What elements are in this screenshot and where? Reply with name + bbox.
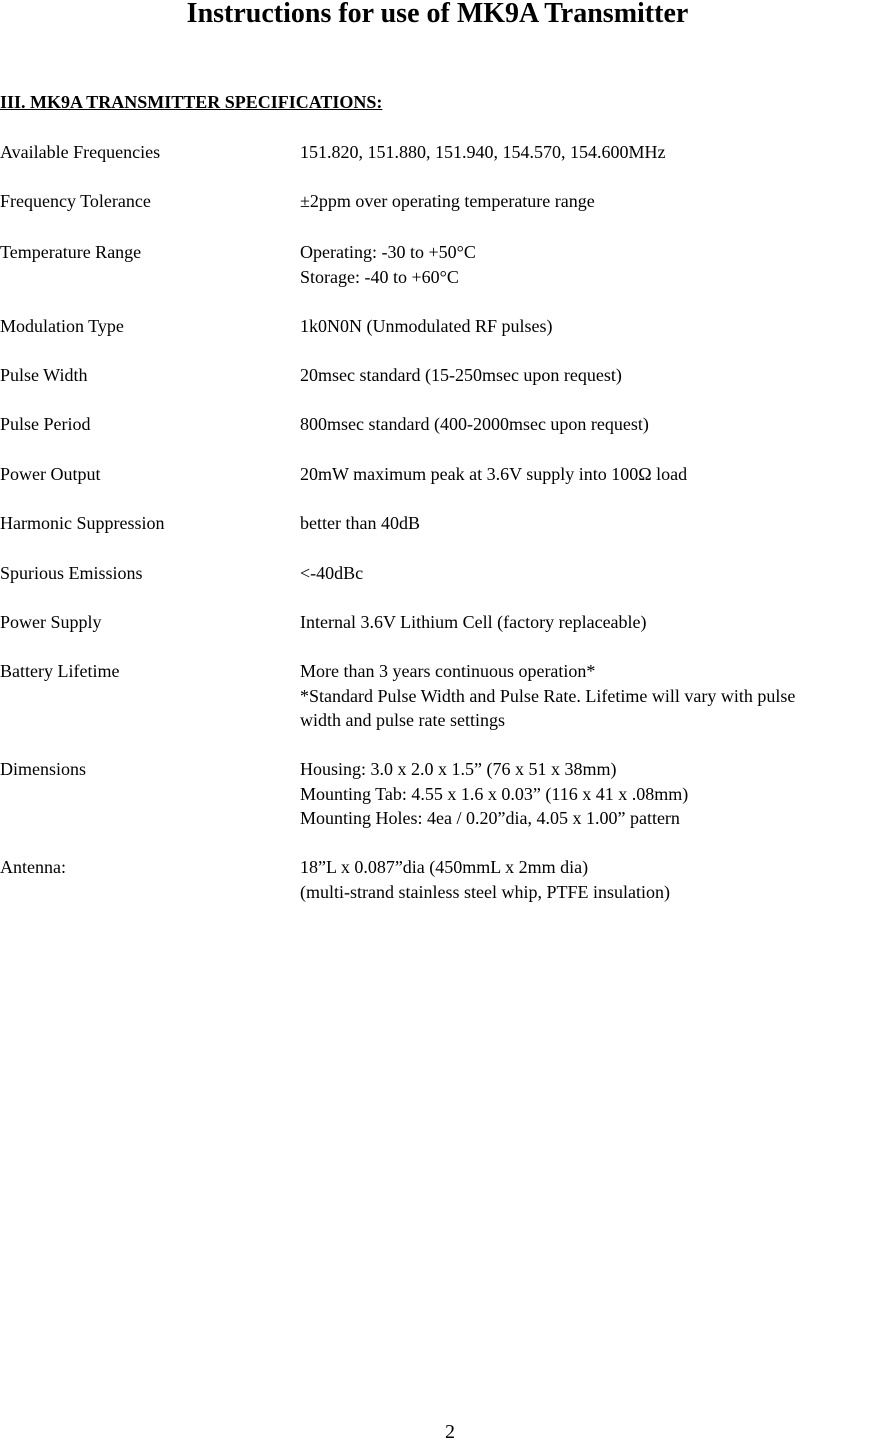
spec-value-line: Storage: -40 to +60°C [300, 266, 459, 287]
spec-value [300, 140, 875, 165]
spec-value-line: width and pulse rate settings [300, 710, 505, 730]
spec-label: Frequency Tolerance [0, 191, 151, 211]
spec-value [300, 757, 875, 831]
spec-label: Battery Lifetime [0, 661, 120, 681]
spec-value-line: 1k0N0N (Unmodulated RF pulses) [300, 316, 553, 336]
spec-value-line: ±2ppm over operating temperature range [300, 191, 595, 211]
page-number: 2 [445, 1421, 455, 1443]
spec-value-line: better than 40dB [300, 513, 420, 533]
spec-label: Temperature Range [0, 242, 142, 262]
spec-value [300, 855, 875, 904]
spec-value-line: *Standard Pulse Width and Pulse Rate. Lifetime will vary with pulse [300, 685, 796, 706]
spec-value-line: 18”L x 0.087”dia (450mmL x 2mm dia) [300, 857, 589, 877]
spec-label: Spurious Emissions [0, 563, 143, 583]
spec-value [300, 561, 875, 586]
spec-value [300, 240, 875, 289]
spec-value-line: 20mW maximum peak at 3.6V supply into 100Ω load [300, 464, 688, 484]
spec-label: Available Frequencies [0, 142, 161, 162]
spec-value-line: 20msec standard (15-250msec upon request) [300, 365, 622, 385]
spec-value-line: Internal 3.6V Lithium Cell (factory replaceable) [300, 612, 647, 632]
spec-value [300, 412, 875, 437]
section-heading: III. MK9A TRANSMITTER SPECIFICATIONS: [0, 92, 383, 112]
spec-label: Modulation Type [0, 316, 124, 336]
spec-value [300, 610, 875, 635]
spec-label: Power Output [0, 464, 101, 484]
spec-value-line: 151.820, 151.880, 151.940, 154.570, 154.600MHz [300, 142, 666, 162]
spec-label: Pulse Period [0, 414, 91, 434]
spec-value-line: Mounting Holes: 4ea / 0.20”dia, 4.05 x 1.00” pattern [300, 808, 680, 828]
spec-value-line: More than 3 years continuous operation* [300, 661, 596, 681]
spec-value-line: <-40dBc [300, 563, 364, 583]
spec-label: Dimensions [0, 759, 87, 779]
spec-label: Pulse Width [0, 365, 88, 385]
spec-value-line: (multi-strand stainless steel whip, PTFE insulation) [300, 881, 670, 902]
spec-value [300, 363, 875, 388]
document-title: Instructions for use of MK9A Transmitter [186, 0, 689, 29]
spec-label: Power Supply [0, 612, 102, 632]
spec-value-line: Housing: 3.0 x 2.0 x 1.5” (76 x 51 x 38mm) [300, 759, 617, 779]
spec-label: Antenna: [0, 857, 66, 877]
spec-value [300, 659, 875, 733]
spec-value-line: Mounting Tab: 4.55 x 1.6 x 0.03” (116 x 41 x .08mm) [300, 783, 689, 804]
spec-label: Harmonic Suppression [0, 513, 165, 533]
spec-value [300, 462, 875, 487]
spec-value [300, 314, 875, 339]
spec-value-line: 800msec standard (400-2000msec upon request) [300, 414, 649, 434]
spec-value [300, 189, 875, 214]
spec-value [300, 511, 875, 536]
spec-value-line: Operating: -30 to +50°C [300, 242, 476, 262]
